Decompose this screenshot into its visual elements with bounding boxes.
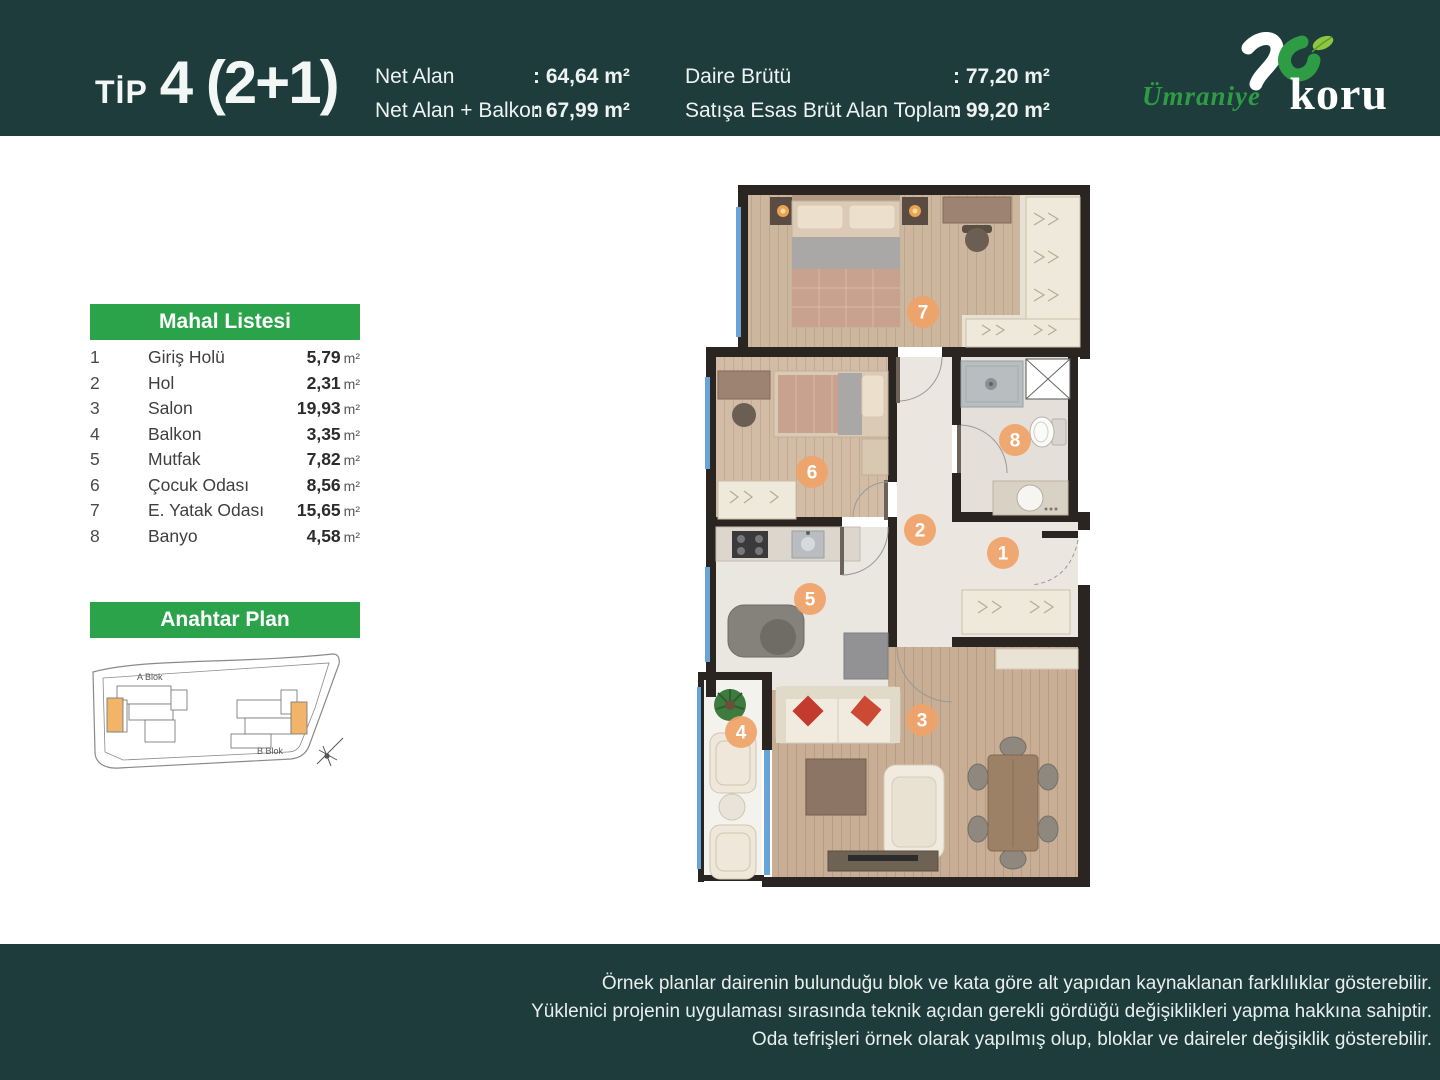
badge-4 <box>725 716 757 748</box>
disclaimer-line: Örnek planlar dairenin bulunduğu blok ve kata göre alt yapıdan kaynaklanan farklılıklar gösterebilir. <box>601 973 1432 994</box>
svg-text:1: 1 <box>997 543 1009 565</box>
svg-text:5: 5 <box>804 589 816 611</box>
table-row: 7 E. Yatak Odası 15,65 m² <box>90 500 360 520</box>
daire-brutu-label: Daire Brütü <box>685 65 792 88</box>
balcony-door-glass <box>764 750 770 875</box>
desk <box>943 197 1011 223</box>
sideboard <box>996 649 1078 669</box>
title-main: 4 (2+1) <box>159 49 338 116</box>
compass-icon <box>317 738 343 766</box>
footer-bar <box>0 944 1440 1080</box>
key-plan-sketch <box>85 646 365 791</box>
page-title <box>95 48 338 117</box>
wardrobe-low <box>966 319 1080 347</box>
svg-text:2: 2 <box>914 520 926 542</box>
desk <box>718 371 770 399</box>
net-alan-balkon-value: : 67,99 m² <box>533 99 630 122</box>
disclaimer-line: Yüklenici projenin uygulaması sırasında teknik açıdan gerekli gördüğü değişiklikleri yapma hakkına sahiptir. <box>531 1001 1432 1022</box>
svg-text:4: 4 <box>735 722 747 744</box>
badge-5 <box>794 583 826 615</box>
daire-brutu-value: : 77,20 m² <box>953 65 1050 88</box>
satisa-esas-value: : 99,20 m² <box>953 99 1050 122</box>
room-list-header <box>90 304 360 340</box>
key-plan-block-a <box>107 686 187 742</box>
balcony-glass <box>697 687 701 869</box>
net-alan-row <box>375 60 630 94</box>
disclaimer-text <box>531 970 1432 1054</box>
logo-text-umraniye: Ümraniye <box>1142 81 1261 111</box>
table-row: 4 Balkon 3,35 m² <box>90 423 360 444</box>
badge-6 <box>796 456 828 488</box>
coffee-table <box>806 759 866 815</box>
badge-1 <box>987 537 1019 569</box>
floor-plan <box>690 185 1090 895</box>
badge-8 <box>999 424 1031 456</box>
stove <box>732 531 768 558</box>
tv <box>848 855 918 861</box>
balcony-table <box>719 794 745 820</box>
entry-door <box>1042 531 1078 538</box>
table-row: 3 Salon 19,93 m² <box>90 398 360 418</box>
svg-text:8: 8 <box>1009 430 1021 452</box>
key-plan-block-b <box>231 690 307 748</box>
table-row: 5 Mutfak 7,82 m² <box>90 449 360 469</box>
net-alan-label: Net Alan <box>375 65 455 88</box>
room-list-table <box>90 347 360 551</box>
satisa-esas-label: Satışa Esas Brüt Alan Toplam <box>685 99 962 122</box>
net-alan-value: : 64,64 m² <box>533 65 630 88</box>
svg-text:7: 7 <box>917 302 929 324</box>
kitchen-door-panel <box>844 633 888 679</box>
header-bar <box>0 0 1440 136</box>
kids-room-window <box>705 377 710 469</box>
key-plan-header <box>90 602 360 638</box>
svg-text:6: 6 <box>806 462 818 484</box>
key-plan-title: Anahtar Plan <box>160 608 290 631</box>
umraniye-koru-logo <box>1138 30 1388 122</box>
wardrobe <box>718 481 796 519</box>
title-prefix: TİP <box>95 74 148 110</box>
table-row: 1 Giriş Holü 5,79 m² <box>90 347 360 367</box>
room-list-title: Mahal Listesi <box>159 310 291 333</box>
net-alan-balkon-label: Net Alan + Balkon <box>375 99 543 122</box>
disclaimer-line: Oda tefrişleri örnek olarak yapılmış olup, bloklar ve daireler değişiklik gösterebilir. <box>751 1029 1432 1050</box>
area-info-brut <box>685 60 1050 128</box>
key-plan-label-b: B Blok <box>257 746 284 756</box>
daire-brutu-row <box>685 60 1050 94</box>
badge-3 <box>906 704 938 736</box>
master-window <box>736 207 741 337</box>
area-info-net <box>375 60 630 128</box>
shoe-cabinet <box>962 590 1070 634</box>
key-plan-label-a: A Blok <box>137 672 163 682</box>
satisa-esas-row <box>685 94 1050 128</box>
kitchen-window <box>705 567 710 662</box>
table-row: 6 Çocuk Odası 8,56 m² <box>90 474 360 495</box>
svg-text:3: 3 <box>916 710 928 732</box>
table-row: 2 Hol 2,31 m² <box>90 372 360 393</box>
logo-text-koru: koru <box>1289 68 1388 119</box>
net-alan-balkon-row <box>375 94 630 128</box>
badge-2 <box>904 514 936 546</box>
badge-7 <box>907 296 939 328</box>
hall-floor <box>897 357 952 517</box>
table-row: 8 Banyo 4,58 m² <box>90 525 360 546</box>
